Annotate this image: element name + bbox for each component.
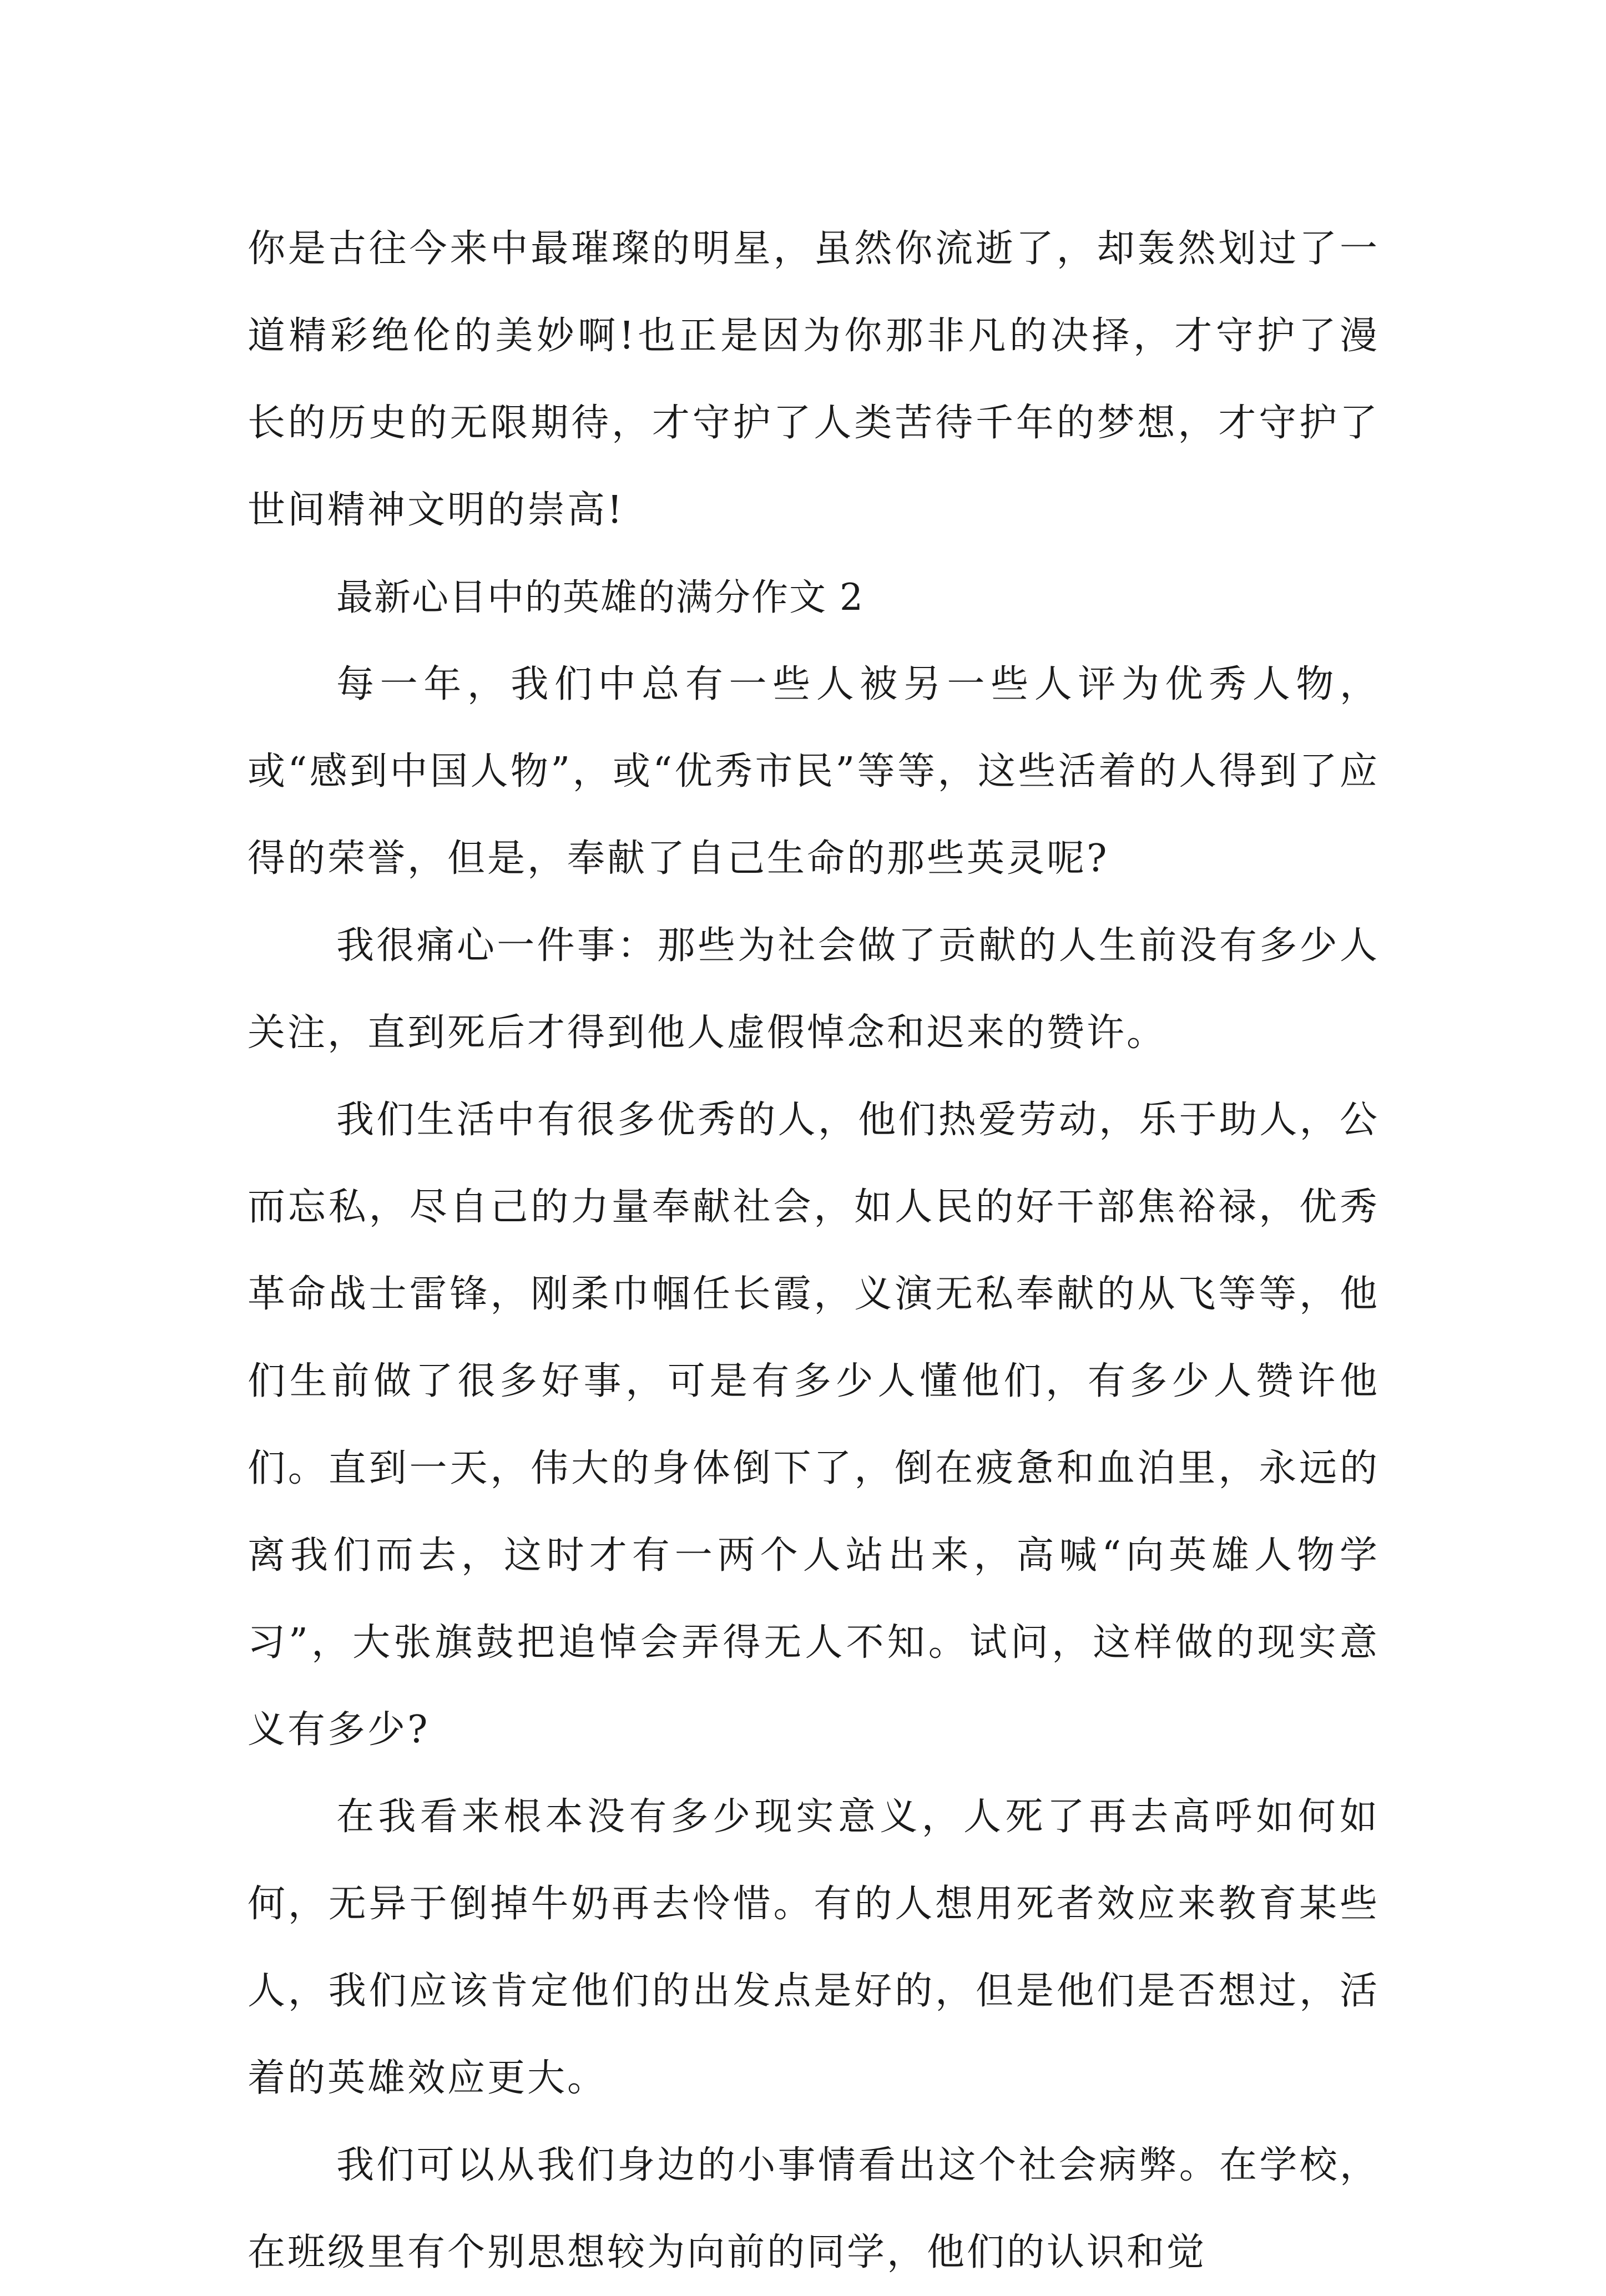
document-body: [248, 205, 1380, 2296]
paragraph-continued: 你是古往今来中最璀璨的明星，虽然你流逝了，却轰然划过了一道精彩绝伦的美妙啊!也正是因为你那非凡的决择，才守护了漫长的历史的无限期待，才守护了人类苦待千年的梦想，才守护了世间精神文明的崇高!: [248, 227, 1380, 532]
paragraph-1: 每一年，我们中总有一些人被另一些人评为优秀人物，或“感到中国人物”，或“优秀市民”等等，这些活着的人得到了应得的荣誉，但是，奉献了自己生命的那些英灵呢?: [248, 662, 1380, 881]
paragraph-5: 我们可以从我们身边的小事情看出这个社会病弊。在学校，在班级里有个别思想较为向前的同学，他们的认识和觉: [248, 2143, 1380, 2274]
paragraph-4: 在我看来根本没有多少现实意义，人死了再去高呼如何如何，无异于倒掉牛奶再去怜惜。有的人想用死者效应来教育某些人，我们应该肯定他们的出发点是好的，但是他们是否想过，活着的英雄效应更大。: [248, 1795, 1380, 2100]
paragraph-3: 我们生活中有很多优秀的人，他们热爱劳动，乐于助人，公而忘私，尽自己的力量奉献社会，如人民的好干部焦裕禄，优秀革命战士雷锋，刚柔巾帼任长霞，义演无私奉献的从飞等等，他们生前做了很多好事，可是有多少人懂他们，有多少人赞许他们。直到一天，伟大的身体倒下了，倒在疲惫和血泊里，永远的离我们而去，这时才有一两个人站出来，高喊“向英雄人物学习”，大张旗鼓把追悼会弄得无人不知。试问，这样做的现实意义有多少?: [248, 1098, 1380, 1752]
essay-title: 最新心目中的英雄的满分作文 2: [336, 576, 864, 619]
paragraph-2: 我很痛心一件事：那些为社会做了贡献的人生前没有多少人关注，直到死后才得到他人虚假悼念和迟来的赞许。: [248, 924, 1380, 1055]
